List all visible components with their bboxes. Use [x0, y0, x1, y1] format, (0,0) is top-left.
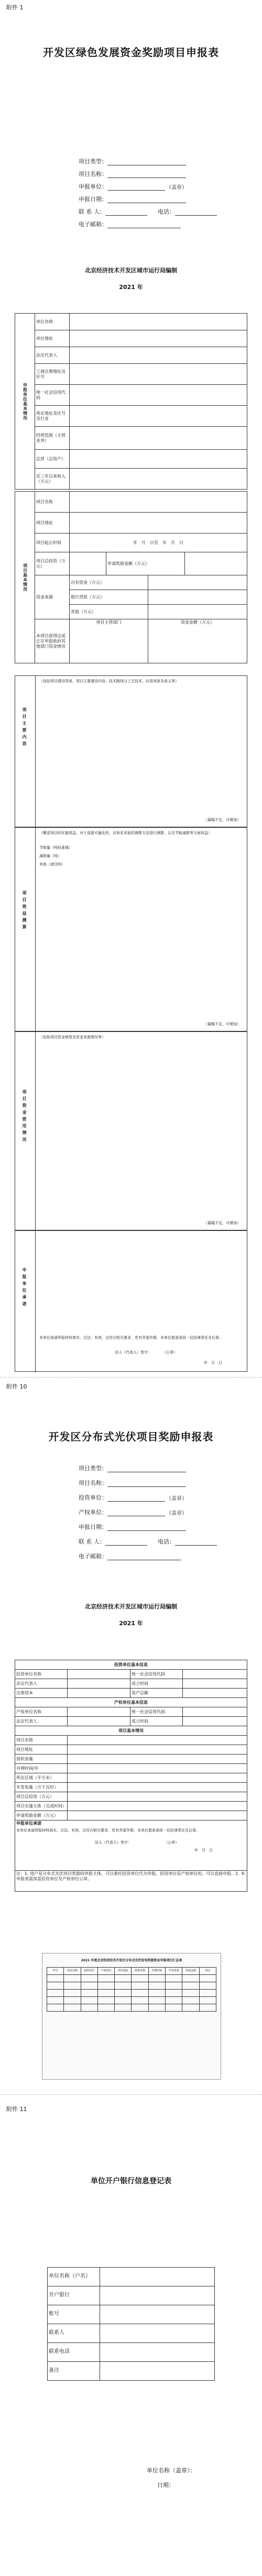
bank-row-label: 联系人: [48, 2324, 100, 2343]
cell-value[interactable]: [68, 1717, 130, 1726]
cell-label: 年发电量（万千瓦时）: [15, 1783, 68, 1792]
summary-header: 奖励金额: [182, 1968, 199, 1975]
cell-value[interactable]: [183, 1679, 247, 1689]
content-footnote: （篇幅不足，可增加）: [204, 818, 241, 822]
attachment-label: 附件 1: [6, 4, 24, 11]
commit-text: 本单位承诺所报材料真实、合法、有效，且符合相关要求，若有弄虚作假，本单位愿意承担一切法律责任及后果。: [39, 1336, 223, 1340]
unit-row-value[interactable]: [70, 406, 247, 427]
cell-label: 项目总投资（万元）: [15, 1792, 68, 1802]
cell-value[interactable]: [68, 1783, 247, 1792]
form2-field-investor: 投资单位： （盖章）: [79, 1494, 187, 1502]
summary-header: 并网时间: [148, 1968, 165, 1975]
commit-section-label: 申报单位承诺: [22, 1268, 27, 1308]
summary-row: [47, 1990, 216, 1997]
cell-label: 统一社会信用代码: [130, 1670, 183, 1679]
bank-row-value[interactable]: [100, 2362, 215, 2381]
page-separator: [0, 1377, 262, 1378]
project-address-value[interactable]: [70, 513, 247, 534]
summary-table-image: [42, 1953, 221, 2080]
form1-field-contact: 联 系 人： 电话：: [79, 207, 217, 216]
unit-row-value[interactable]: [70, 314, 247, 330]
benefit-hint: （概述项目的实施效益，对于直接可量化的，应如实采取的测算方法进行测算，以及节能减排等方面效益）: [39, 831, 212, 835]
cell-label: 装机容量: [15, 1755, 68, 1764]
form3-date-label: 日期：: [157, 2482, 174, 2489]
unit-row-value[interactable]: [70, 385, 247, 406]
cell-label: 产权单位名称: [15, 1707, 68, 1717]
funding-footnote: （篇幅不足，可增加）: [204, 1221, 241, 1225]
form1-field-date: 申报日期：: [79, 195, 186, 203]
project-self-fund-value[interactable]: [148, 575, 247, 590]
project-time-value: 年 月 日至 年 月 日: [70, 534, 247, 552]
cell-value[interactable]: [68, 1689, 130, 1698]
cell-value[interactable]: [68, 1670, 130, 1679]
unit-row-label: 单位名称: [35, 314, 70, 330]
cell-value[interactable]: [183, 1670, 247, 1679]
unit-row-label: 经营范围（主营业务）: [35, 427, 70, 450]
cell-value[interactable]: [68, 1802, 247, 1811]
unit-row-value[interactable]: [70, 450, 247, 469]
unit-row-label: 工商注册地址及区号: [35, 364, 70, 385]
cell-label: 注册资本: [15, 1689, 68, 1698]
unit-row-label: 法定代表人: [35, 347, 70, 364]
form1-org: 北京经济技术开发区城市运行局编制: [85, 267, 177, 274]
cell-label: 项目名称: [15, 1736, 68, 1745]
form2-org: 北京经济技术开发区城市运行局编制: [85, 1603, 177, 1610]
form3-seal-label: 单位名称（盖章）：: [147, 2467, 196, 2474]
form2-commit-title: 申报单位承诺: [16, 1821, 41, 1826]
project-address-label: 项目地址: [35, 513, 70, 534]
summary-header: 备注: [199, 1968, 216, 1975]
cell-label: 并网时间/年: [15, 1764, 68, 1773]
unit-row-label: 所在地址及区号及行业: [35, 406, 70, 427]
cell-label: 统一社会信用代码: [130, 1707, 183, 1717]
project-name-value[interactable]: [70, 492, 247, 513]
form2-year: 2021 年: [119, 1620, 143, 1627]
form2-field-type: 项目类型：: [79, 1464, 186, 1472]
project-fund-amount-label: 资金金额（万元）: [148, 619, 247, 663]
project-dept-label: 项目主管部门: [70, 619, 148, 663]
cell-value[interactable]: [183, 1707, 247, 1717]
form2-field-owner: 产权单位： （盖章）: [79, 1509, 187, 1516]
attachment-label: 附件 11: [6, 2106, 27, 2113]
form2-commit-date: 年 月 日: [194, 1848, 213, 1852]
commit-sign: 法人（代表人）签字： （公章）: [115, 1350, 177, 1354]
funding-section-label: 项目资金使用情况: [22, 1090, 27, 1144]
unit-row-value[interactable]: [70, 427, 247, 450]
unit-row-value[interactable]: [70, 347, 247, 364]
form1-commit-box: [15, 1230, 247, 1372]
cell-label: 项目实施主体（完成时间）: [15, 1802, 68, 1811]
benefit-row-2: 其他（请注明）: [39, 862, 65, 867]
cell-label: 项目地址: [15, 1745, 68, 1755]
summary-header: 投资单位: [81, 1968, 97, 1975]
project-section-label: 项目基本情况: [15, 492, 35, 663]
project-invest-value[interactable]: [70, 552, 106, 575]
form1-title: 开发区绿色发展资金奖励项目申报表: [43, 46, 219, 59]
project-other-fund-value[interactable]: [148, 605, 247, 619]
project-other-fund: 其他（万元）: [70, 605, 148, 619]
form2-field-contact: 联 系 人： 电话：: [79, 1537, 217, 1546]
bank-row-value[interactable]: [100, 2305, 215, 2324]
unit-row-value[interactable]: [70, 364, 247, 385]
bank-row-label: 单位名称（户名）: [48, 2268, 100, 2286]
unit-row-label: 总营（总资产）: [35, 450, 70, 469]
summary-row: [47, 2004, 216, 2012]
project-fund-label: 资金来源: [35, 575, 70, 619]
cell-value[interactable]: [68, 1745, 247, 1755]
summary-header: 项目地址: [115, 1968, 132, 1975]
benefit-section-label: 项目效益测算: [22, 891, 27, 931]
summary-row: [47, 1982, 216, 1990]
project-name-label: 项目名称: [35, 492, 70, 513]
bank-row-label: 账号: [48, 2305, 100, 2324]
cell-value[interactable]: [68, 1764, 247, 1773]
form2-field-email: 电子邮箱：: [79, 1552, 181, 1560]
form1-field-applicant: 申报单位： （盖章）: [79, 183, 187, 191]
cell-label: 成立时间: [130, 1679, 183, 1689]
unit-row-value[interactable]: [70, 469, 247, 490]
bank-row-value[interactable]: [100, 2268, 215, 2286]
investor-section-header: 投资单位基本信息: [15, 1660, 247, 1670]
page-separator: [0, 2094, 262, 2095]
project-time-label: 项目起止时间: [35, 534, 70, 552]
owner-section-header: 产权单位基本信息: [15, 1698, 247, 1707]
cell-label: 所在区域（平方米）: [15, 1773, 68, 1783]
proj-section-header: 项目基本情况: [15, 1726, 247, 1736]
cell-value[interactable]: [68, 1707, 130, 1717]
summary-header: 项目名称: [64, 1968, 81, 1975]
cell-value[interactable]: [68, 1736, 247, 1745]
bank-row-value[interactable]: [100, 2343, 215, 2362]
summary-header: 序号: [47, 1968, 64, 1975]
cell-value[interactable]: [68, 1679, 130, 1689]
form2-field-date: 申报日期：: [79, 1523, 186, 1531]
project-other-apply-label: 本项目获得过或正在申报政府其他部门资金情况: [35, 619, 70, 663]
content-hint: （包括项目建设背景，项目主要建设内容，技术路线与工艺技术，应用场景及意义等）: [39, 679, 179, 683]
project-apply-label: 申请奖励金额（万元）: [106, 552, 185, 575]
project-bank-loan: 银行贷款（万元）: [70, 590, 148, 605]
cell-value[interactable]: [183, 1717, 247, 1726]
cell-label: 资产总额: [130, 1689, 183, 1698]
unit-section-label: 申报单位基本情况: [15, 314, 35, 490]
cell-label: 成立时间: [130, 1717, 183, 1726]
form2-notes: 注：1. 用户是分布式光伏项目奖励的申报主体，可以委托投资单位代为申报，投资单位是产权单位的，可以直接申报。2. 本申报表需加盖投资单位及产权单位公章。: [15, 1871, 247, 1892]
unit-row-label: 统一社会信用代码: [35, 385, 70, 406]
bank-row-value[interactable]: [100, 2286, 215, 2305]
content-section-label: 项目主要内容: [22, 707, 27, 748]
funding-hint: （包括项目资金使用及资金来源情况等）: [39, 1035, 105, 1039]
cell-label: 投资单位名称: [15, 1670, 68, 1679]
form1-field-email: 电子邮箱：: [79, 220, 181, 228]
project-bank-loan-value[interactable]: [148, 590, 247, 605]
commit-date: 年 月 日: [204, 1361, 222, 1365]
form2-commit-cell: [15, 1820, 247, 1871]
form1-project-table: [15, 491, 247, 663]
cell-value[interactable]: [68, 1755, 247, 1764]
form2-field-name: 项目名称：: [79, 1479, 186, 1487]
benefit-row-1: 减排量（吨）: [39, 854, 61, 858]
bank-row-label: 备注: [48, 2362, 100, 2381]
bank-row-label: 联系电话: [48, 2343, 100, 2362]
cell-value[interactable]: [183, 1689, 247, 1698]
summary-row: [47, 1997, 216, 2004]
unit-row-value[interactable]: [70, 330, 247, 347]
form3-title: 单位开户银行信息登记表: [91, 2177, 171, 2185]
summary-table-caption: 2021 年度北京经济技术开发区分布式光伏发电奖励资金申报项目汇总表: [81, 1959, 182, 1962]
form1-unit-table: [15, 313, 247, 490]
cell-value[interactable]: [68, 1811, 247, 1820]
form1-year: 2021 年: [119, 284, 143, 291]
form1-field-name: 项目名称：: [79, 170, 186, 178]
summary-header: 年发电量: [166, 1968, 182, 1975]
bank-row-label: 开户银行: [48, 2286, 100, 2305]
form3-table: [47, 2267, 215, 2381]
cell-value[interactable]: [68, 1773, 247, 1783]
summary-row: [47, 1975, 216, 1982]
form2-table: [15, 1660, 247, 1892]
project-self-fund: 自有资金（万元）: [70, 575, 148, 590]
form1-benefit-box: [15, 827, 247, 1031]
unit-row-label: 单位地址: [35, 330, 70, 347]
summary-header: 装机容量: [132, 1968, 148, 1975]
project-invest-label: 项目总投资（万元）: [35, 552, 70, 575]
unit-row-label: 近三年以来收入（万元）: [35, 469, 70, 490]
form1-content-box: [15, 675, 247, 827]
cell-label: 法定代表人: [15, 1717, 68, 1726]
form1-field-type: 项目类型：: [79, 157, 186, 165]
cell-label: 法定代表人: [15, 1679, 68, 1689]
summary-header: 产权单位: [97, 1968, 114, 1975]
cell-label: 申请奖励金额（万元）: [15, 1811, 68, 1820]
form2-commit-text: 本单位承诺所报材料真实、合法、有效，且符合相关要求，若有弄虚作假，本单位愿意承担一切法律责任及后果。: [16, 1828, 200, 1833]
form1-funding-box: [15, 1031, 247, 1230]
form2-title: 开发区分布式光伏项目奖励申报表: [48, 1430, 214, 1443]
cell-value[interactable]: [68, 1792, 247, 1802]
benefit-row-0: 节能量（吨标准煤）: [39, 846, 72, 850]
summary-table: [47, 1967, 216, 2012]
bank-row-value[interactable]: [100, 2324, 215, 2343]
project-apply-value[interactable]: [185, 552, 247, 575]
form2-commit-sign: 法人（代表人）签字： （公章）: [95, 1840, 179, 1845]
benefit-footnote: （篇幅不足，可增加）: [204, 1022, 241, 1026]
attachment-label: 附件 10: [6, 1383, 27, 1390]
